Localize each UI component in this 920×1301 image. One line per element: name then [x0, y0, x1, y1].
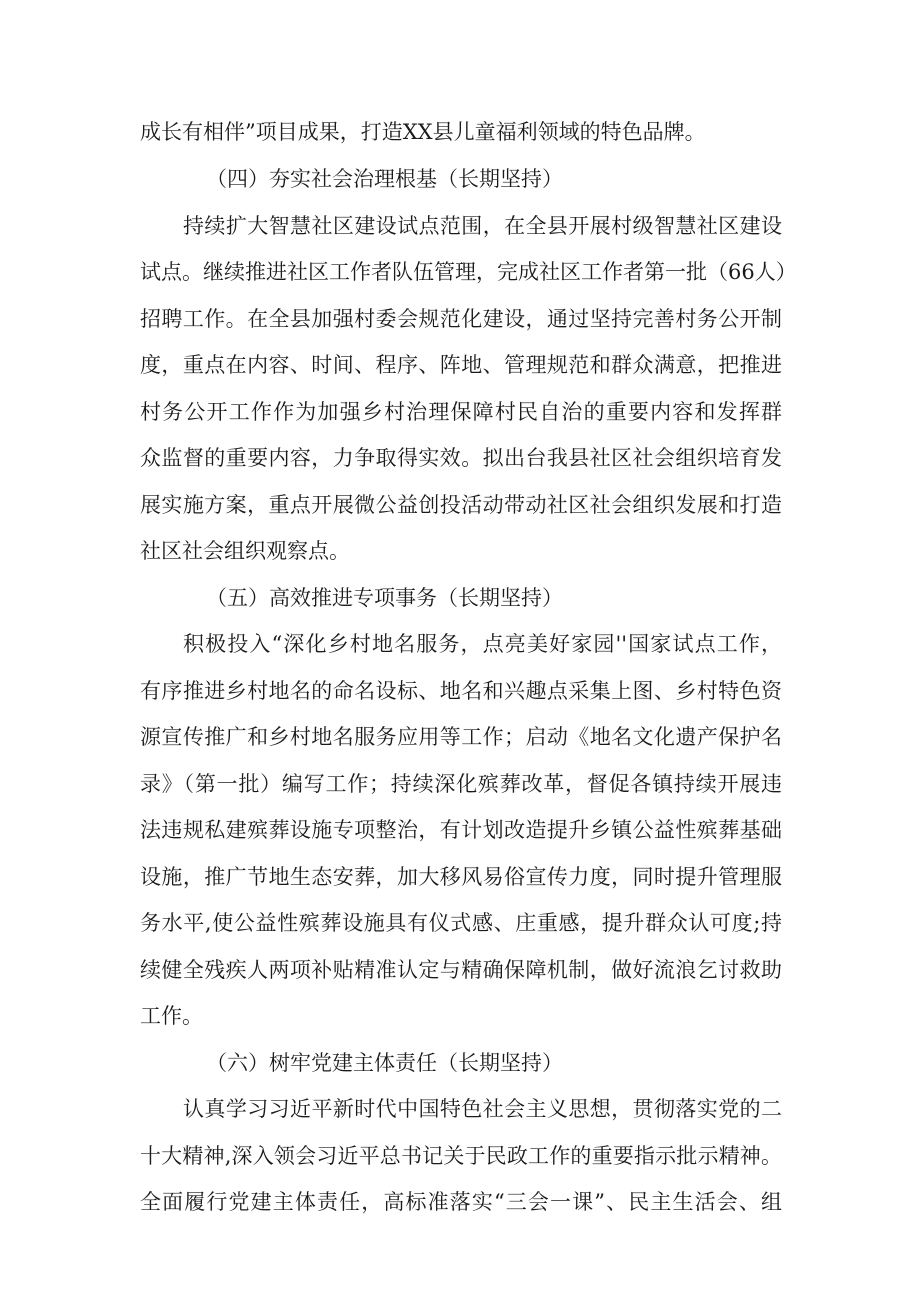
paragraph-line: 源宣传推广和乡村地名服务应用等工作；启动《地名文化遗产保护名	[140, 725, 782, 749]
section-heading-5: （五）高效推进专项事务（长期坚持）	[206, 586, 563, 610]
paragraph-line: 度，重点在内容、时间、程序、阵地、管理规范和群众满意，把推进	[140, 353, 782, 377]
section-heading-6: （六）树牢党建主体责任（长期坚持）	[206, 1051, 563, 1075]
paragraph-line: 社区社会组织观察点。	[140, 539, 350, 563]
paragraph-line: 村务公开工作作为加强乡村治理保障村民自治的重要内容和发挥群	[140, 400, 782, 424]
paragraph-line: 展实施方案，重点开展微公益创投活动带动社区社会组织发展和打造	[140, 493, 782, 517]
paragraph-line: 录》（第一批）编写工作；持续深化殡葬改革，督促各镇持续开展违	[140, 772, 782, 796]
paragraph-line: 法违规私建殡葬设施专项整治，有计划改造提升乡镇公益性殡葬基础	[140, 818, 782, 842]
paragraph-line: 试点。继续推进社区工作者队伍管理，完成社区工作者第一批（66人）	[140, 260, 797, 284]
paragraph-line: 十大精神,深入领会习近平总书记关于民政工作的重要指示批示精神。	[140, 1144, 782, 1168]
paragraph-line: 招聘工作。在全县加强村委会规范化建设，通过坚持完善村务公开制	[140, 307, 782, 331]
paragraph-line: 务水平,使公益性殡葬设施具有仪式感、庄重感，提升群众认可度;持	[140, 911, 782, 935]
paragraph-line: 全面履行党建主体责任，高标准落实“三会一课”、民主生活会、组	[140, 1190, 782, 1214]
paragraph-line: 持续扩大智慧社区建设试点范围，在全县开展村级智慧社区建设	[183, 214, 782, 238]
paragraph-line: 设施，推广节地生态安葬，加大移风易俗宣传力度，同时提升管理服	[140, 865, 782, 889]
paragraph-line: 积极投入“深化乡村地名服务，点亮美好家园''国家试点工作，	[183, 632, 782, 656]
paragraph-line: 认真学习习近平新时代中国特色社会主义思想，贯彻落实党的二	[183, 1097, 782, 1121]
paragraph-line: 众监督的重要内容，力争取得实效。拟出台我县社区社会组织培育发	[140, 446, 782, 470]
paragraph-line: 成长有相伴”项目成果，打造XX县儿童福利领域的特色品牌。	[140, 120, 706, 144]
section-heading-4: （四）夯实社会治理根基（长期坚持）	[206, 167, 563, 191]
paragraph-line: 有序推进乡村地名的命名设标、地名和兴趣点采集上图、乡村特色资	[140, 679, 782, 703]
paragraph-line: 续健全残疾人两项补贴精准认定与精确保障机制，做好流浪乞讨救助	[140, 958, 782, 982]
paragraph-line: 工作。	[140, 1004, 203, 1028]
